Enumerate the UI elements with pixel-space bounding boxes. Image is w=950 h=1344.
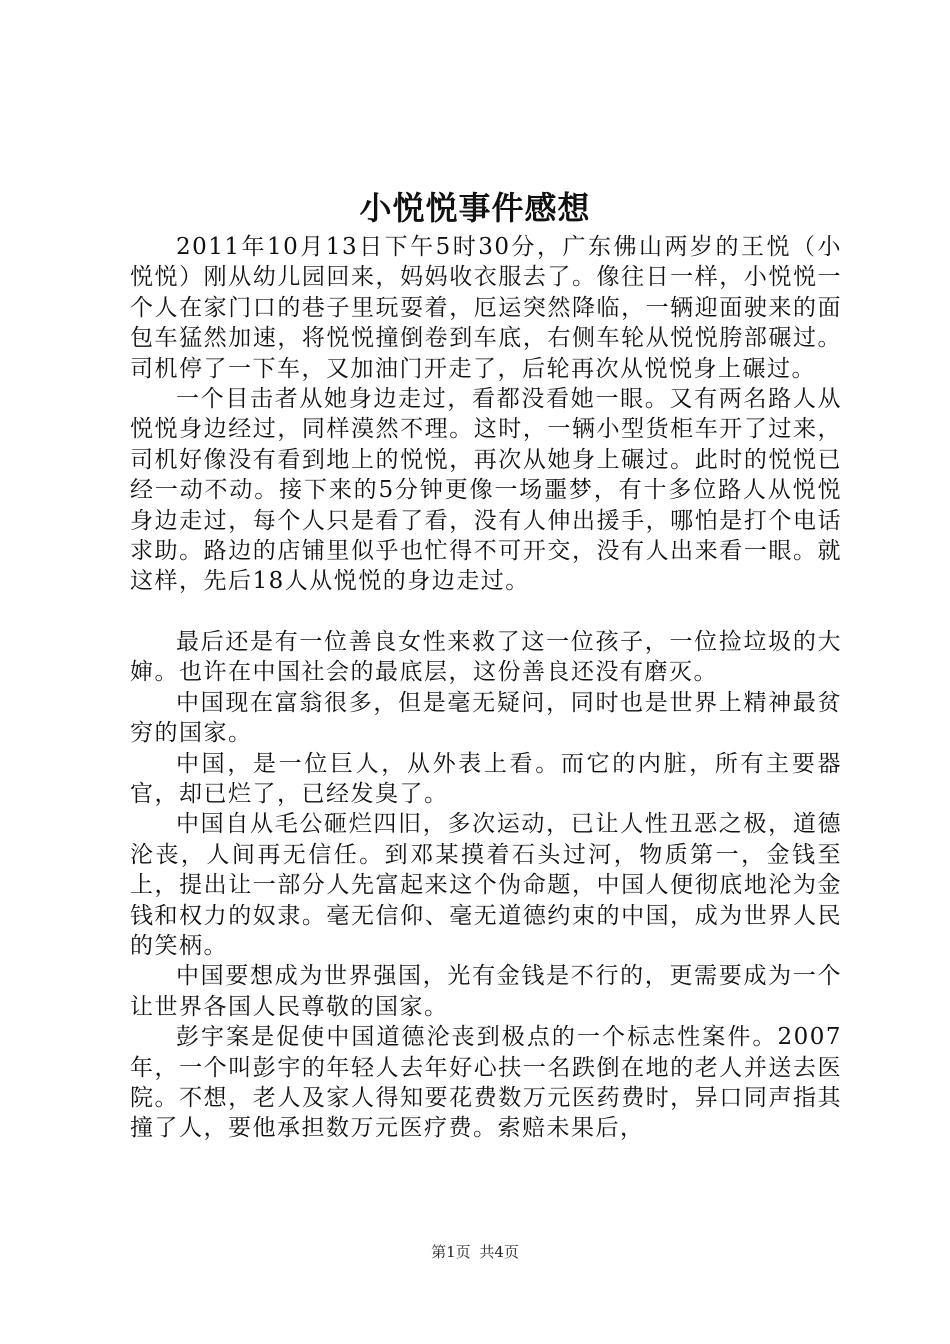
paragraph: 中国自从毛公砸烂四旧，多次运动，已让人性丑恶之极，道德沦丧，人间再无信任。到邓某摸着石头过河，物质第一，金钱至上，提出让一部分人先富起来这个伪命题，中国人便彻底地沦为金钱和权力的奴隶。毫无信仰、毫无道德约束的中国，成为世界人民的笑柄。 [130,811,842,959]
paragraph: 彭宇案是促使中国道德沦丧到极点的一个标志性案件。2007年，一个叫彭宇的年轻人去年好心扶一名跌倒在地的老人并送去医院。不想，老人及家人得知要花费数万元医药费时，异口同声指其撞了人，要他承担数万元医疗费。索赔未果后， [130,1024,842,1142]
page-footer [0,1242,950,1262]
paragraph: 2011年10月13日下午5时30分，广东佛山两岁的王悦（小悦悦）刚从幼儿园回来，妈妈收衣服去了。像往日一样，小悦悦一个人在家门口的巷子里玩耍着，厄运突然降临，一辆迎面驶来的面包车猛然加速，将悦悦撞倒卷到车底，右侧车轮从悦悦胯部碾过。司机停了一下车，又加油门开走了，后轮再次从悦悦身上碾过。 [130,234,842,382]
document-body [130,232,842,1144]
paragraph: 中国，是一位巨人，从外表上看。而它的内脏，所有主要器官，却已烂了，已经发臭了。 [130,750,842,807]
paragraph: 中国现在富翁很多，但是毫无疑问，同时也是世界上精神最贫穷的国家。 [130,689,842,747]
page-total: 共4页 [479,1243,519,1261]
document-title: 小悦悦事件感想 [359,189,591,227]
paragraph: 一个目击者从她身边走过，看都没看她一眼。又有两名路人从悦悦身边经过，同样漠然不理。这时，一辆小型货柜车开了过来，司机好像没有看到地上的悦悦，再次从她身上碾过。此时的悦悦已经一动不动。接下来的5分钟更像一场噩梦，有十多位路人从悦悦身边走过，每个人只是看了看，没有人伸出援手，哪怕是打个电话求助。路边的店铺里似乎也忙得不可开交，没有人出来看一眼。就这样，先后18人从悦悦的身边走过。 [130,386,842,595]
page-number: 第1页 [431,1243,471,1261]
paragraph: 最后还是有一位善良女性来救了这一位孩子，一位捡垃圾的大婶。也许在中国社会的最底层，这份善良还没有磨灭。 [130,628,842,686]
paragraph: 中国要想成为世界强国，光有金钱是不行的，更需要成为一个让世界各国人民尊敬的国家。 [130,963,842,1020]
